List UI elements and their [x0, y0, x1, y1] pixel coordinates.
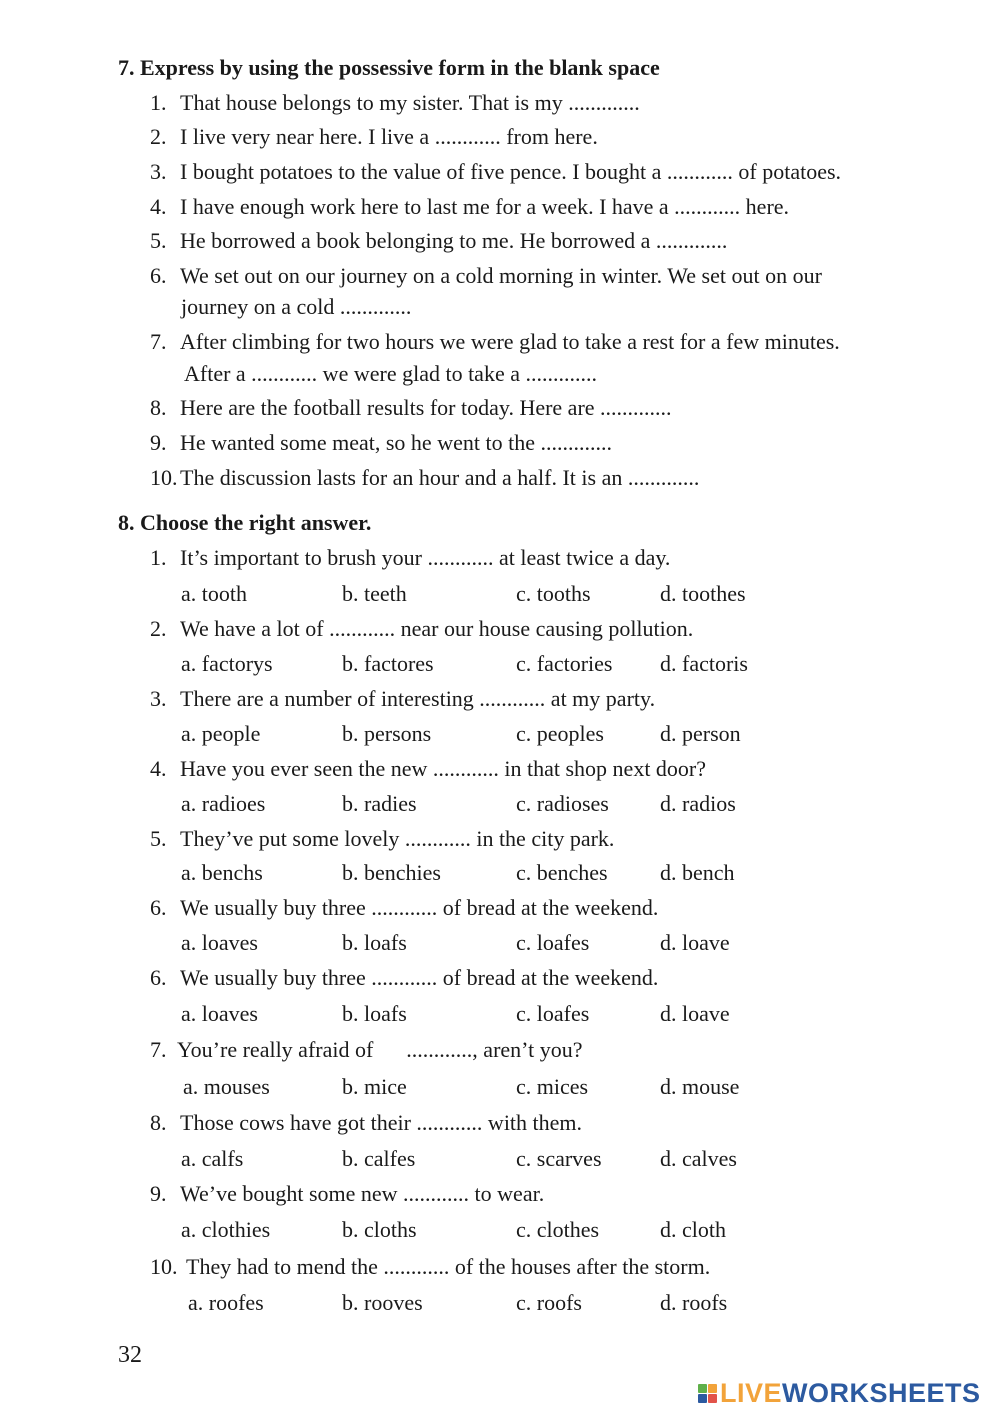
answer-option[interactable]: d. mouse: [660, 1074, 740, 1099]
question-text: You’re really afraid of ............, aren’t you?: [177, 1037, 583, 1062]
answer-option[interactable]: d. toothes: [660, 581, 746, 606]
section-8-question: [150, 1108, 582, 1138]
section-8-question: [150, 824, 614, 854]
answer-option[interactable]: c. radioses: [516, 791, 609, 816]
question-number: 1.: [150, 545, 167, 570]
answer-option[interactable]: d. cloth: [660, 1217, 726, 1242]
section-7-item: [150, 157, 841, 187]
item-number: 6.: [150, 263, 167, 288]
item-number: 9.: [150, 430, 167, 455]
item-text: I have enough work here to last me for a week. I have a ............ here.: [180, 194, 790, 219]
question-number: 5.: [150, 826, 167, 851]
section-8-question: [150, 684, 655, 714]
item-number: 10.: [150, 465, 178, 490]
question-number: 9.: [150, 1181, 167, 1206]
answer-option[interactable]: b. teeth: [342, 581, 407, 606]
section-7-item-continuation: journey on a cold .............: [181, 294, 412, 319]
question-text: Have you ever seen the new ............ in that shop next door?: [180, 756, 707, 781]
answer-option[interactable]: a. clothies: [181, 1217, 271, 1242]
answer-option[interactable]: b. calfes: [342, 1146, 416, 1171]
answer-option[interactable]: b. radies: [342, 791, 417, 816]
item-text: The discussion lasts for an hour and a half. It is an .............: [180, 465, 700, 490]
item-number: 2.: [150, 124, 167, 149]
question-number: 10.: [150, 1254, 178, 1279]
item-number: 5.: [150, 228, 167, 253]
answer-option[interactable]: d. bench: [660, 860, 735, 885]
item-text: He borrowed a book belonging to me. He borrowed a .............: [180, 228, 728, 253]
answer-option[interactable]: b. loafs: [342, 1001, 407, 1026]
answer-option[interactable]: c. factories: [516, 651, 613, 676]
section-7-item: [150, 463, 699, 493]
answer-option[interactable]: c. peoples: [516, 721, 604, 746]
answer-option[interactable]: a. benchs: [181, 860, 263, 885]
section-8-question: [150, 893, 658, 923]
answer-option[interactable]: b. mice: [342, 1074, 407, 1099]
item-text: After climbing for two hours we were glad to take a rest for a few minutes.: [180, 329, 840, 354]
answer-option[interactable]: d. loave: [660, 1001, 730, 1026]
section-7-item: [150, 226, 727, 256]
question-text: There are a number of interesting ............ at my party.: [180, 686, 656, 711]
item-number: 8.: [150, 395, 167, 420]
answer-option[interactable]: a. roofes: [188, 1290, 264, 1315]
answer-option[interactable]: d. calves: [660, 1146, 737, 1171]
item-text: Here are the football results for today. Here are .............: [180, 395, 672, 420]
section-7-item: [150, 428, 612, 458]
question-text: They’ve put some lovely ............ in the city park.: [180, 826, 615, 851]
answer-option[interactable]: c. mices: [516, 1074, 589, 1099]
page-number: 32: [118, 1342, 142, 1368]
answer-option[interactable]: b. loafs: [342, 930, 407, 955]
answer-option[interactable]: c. roofs: [516, 1290, 582, 1315]
answer-option[interactable]: a. radioes: [181, 791, 266, 816]
item-text: I bought potatoes to the value of five pence. I bought a ............ of potatoes.: [180, 159, 842, 184]
answer-option[interactable]: a. people: [181, 721, 261, 746]
section-7-item: [150, 393, 672, 423]
question-text: We usually buy three ............ of bread at the weekend.: [180, 965, 659, 990]
answer-option[interactable]: a. loaves: [181, 930, 258, 955]
answer-option[interactable]: b. factores: [342, 651, 434, 676]
question-number: 7.: [150, 1037, 167, 1062]
question-number: 4.: [150, 756, 167, 781]
liveworksheets-logo-icon: [698, 1384, 717, 1403]
question-number: 8.: [150, 1110, 167, 1135]
item-number: 1.: [150, 90, 167, 115]
answer-option[interactable]: b. cloths: [342, 1217, 417, 1242]
section-7-item: [150, 261, 822, 291]
answer-option[interactable]: c. benches: [516, 860, 608, 885]
section-7-item-continuation: After a ............ we were glad to take a .............: [184, 361, 597, 386]
section-8-question: [150, 963, 658, 993]
question-text: We’ve bought some new ............ to wear.: [180, 1181, 545, 1206]
item-text: We set out on our journey on a cold morning in winter. We set out on our: [180, 263, 822, 288]
answer-option[interactable]: d. person: [660, 721, 741, 746]
item-number: 4.: [150, 194, 167, 219]
answer-option[interactable]: a. loaves: [181, 1001, 258, 1026]
item-text: I live very near here. I live a ............ from here.: [180, 124, 598, 149]
item-text: He wanted some meat, so he went to the .............: [180, 430, 612, 455]
item-number: 3.: [150, 159, 167, 184]
answer-option[interactable]: b. benchies: [342, 860, 441, 885]
question-text: It’s important to brush your ............ at least twice a day.: [180, 545, 671, 570]
question-text: Those cows have got their ............ with them.: [180, 1110, 583, 1135]
question-text: They had to mend the ............ of the houses after the storm.: [186, 1254, 711, 1279]
item-text: That house belongs to my sister. That is my .............: [180, 90, 640, 115]
answer-option[interactable]: b. rooves: [342, 1290, 423, 1315]
answer-option[interactable]: c. scarves: [516, 1146, 602, 1171]
section-8-title: 8. Choose the right answer.: [118, 510, 372, 535]
section-7-item: [150, 327, 840, 357]
item-number: 7.: [150, 329, 167, 354]
answer-option[interactable]: a. tooth: [181, 581, 247, 606]
section-7-item: [150, 88, 640, 118]
answer-option[interactable]: a. calfs: [181, 1146, 244, 1171]
answer-option[interactable]: d. roofs: [660, 1290, 728, 1315]
answer-option[interactable]: c. clothes: [516, 1217, 600, 1242]
answer-option[interactable]: d. loave: [660, 930, 730, 955]
section-8-question: [150, 1179, 544, 1209]
question-number: 6.: [150, 895, 167, 920]
section-7-item: [150, 122, 598, 152]
answer-option[interactable]: d. factoris: [660, 651, 748, 676]
answer-option[interactable]: d. radios: [660, 791, 736, 816]
section-8-question: [150, 1252, 710, 1282]
section-8-question: [150, 1035, 582, 1065]
liveworksheets-logo[interactable]: [698, 1378, 981, 1409]
answer-option[interactable]: b. persons: [342, 721, 432, 746]
question-text: We usually buy three ............ of bread at the weekend.: [180, 895, 659, 920]
answer-option[interactable]: c. tooths: [516, 581, 591, 606]
question-number: 3.: [150, 686, 167, 711]
answer-option[interactable]: c. loafes: [516, 1001, 590, 1026]
question-number: 2.: [150, 616, 167, 641]
answer-option[interactable]: c. loafes: [516, 930, 590, 955]
answer-option[interactable]: a. mouses: [183, 1074, 270, 1099]
section-7-title: 7. Express by using the possessive form in the blank space: [118, 55, 660, 80]
liveworksheets-logo-text: LIVEWORKSHEETS: [720, 1378, 981, 1408]
section-8-question: [150, 754, 706, 784]
section-8-question: [150, 614, 693, 644]
answer-option[interactable]: a. factorys: [181, 651, 273, 676]
section-7-item: [150, 192, 789, 222]
question-text: We have a lot of ............ near our house causing pollution.: [180, 616, 694, 641]
section-8-question: [150, 543, 670, 573]
question-number: 6.: [150, 965, 167, 990]
